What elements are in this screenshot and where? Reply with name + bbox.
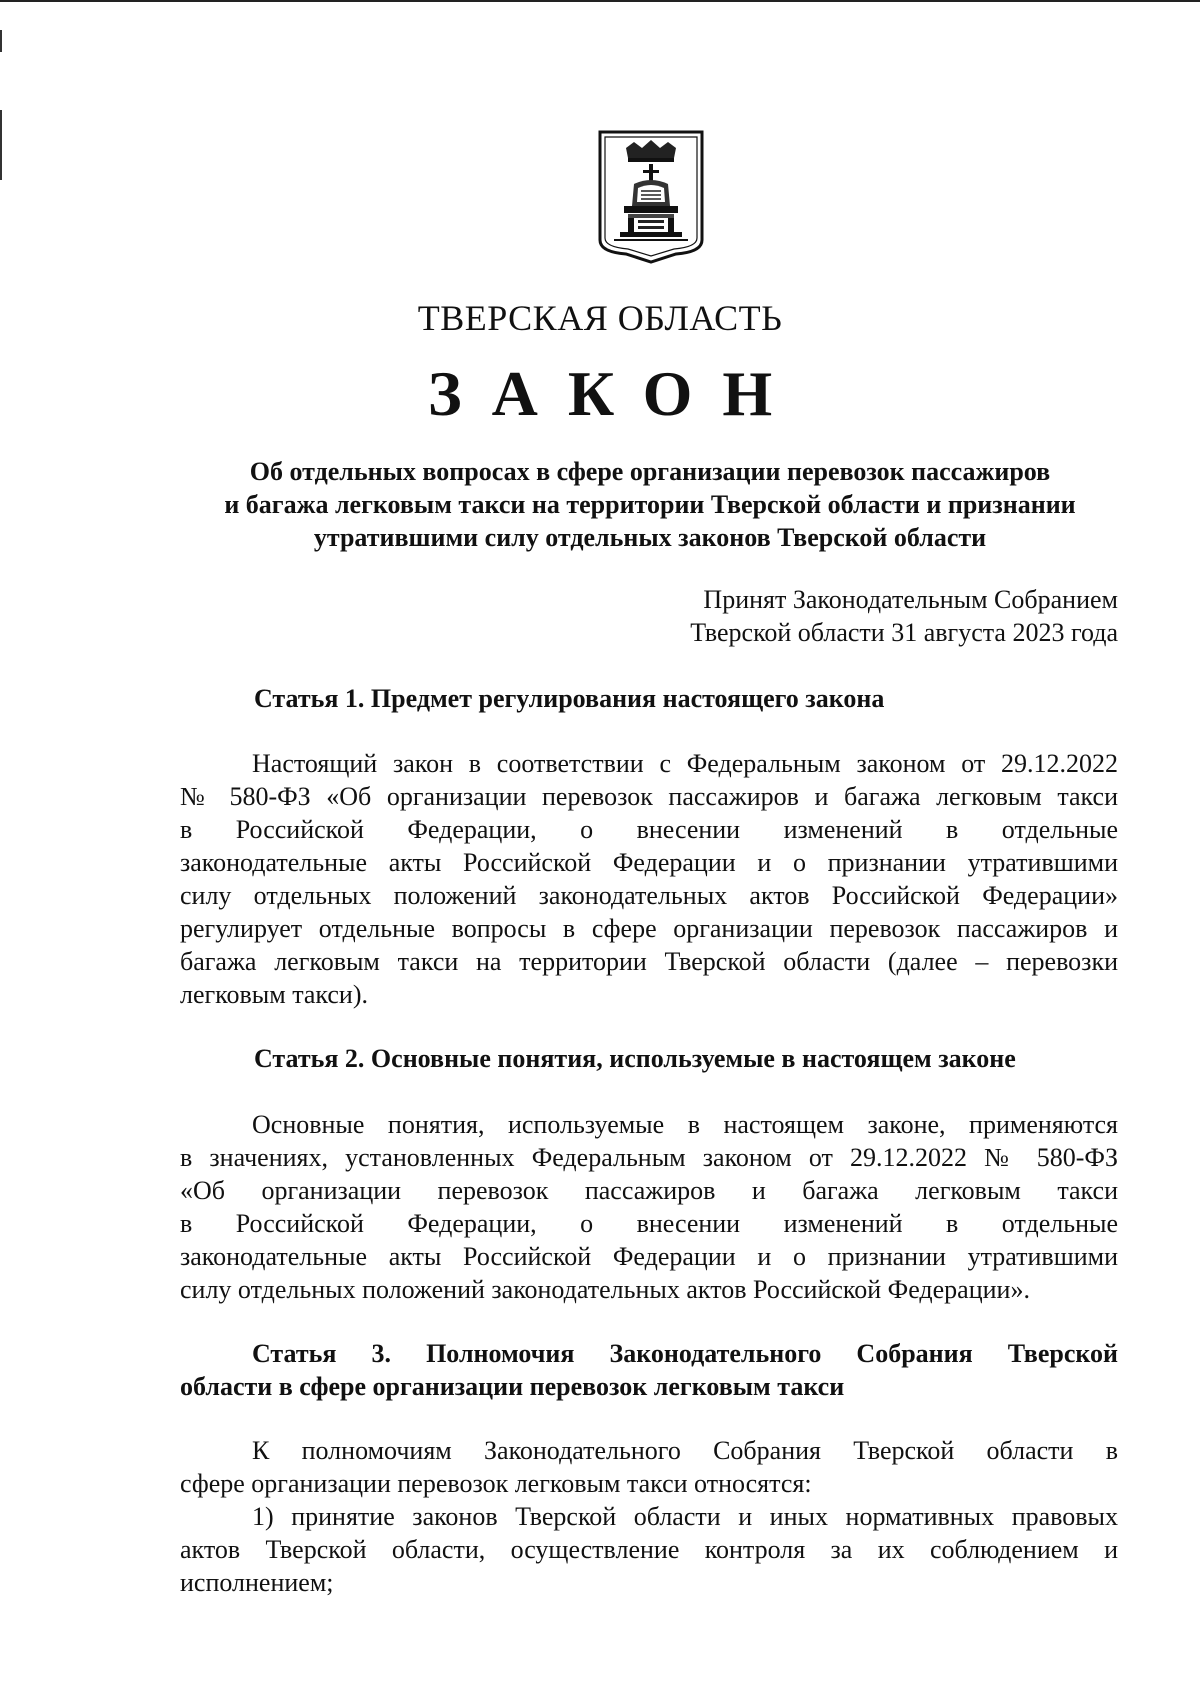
heading-line: области в сфере организации перевозок легковым такси bbox=[180, 1372, 845, 1401]
paragraph-line: законодательные акты Российской Федерации и о признании утратившими bbox=[180, 848, 1118, 877]
scan-top-border bbox=[0, 0, 1200, 2]
title-line: утратившими силу отдельных законов Тверской области bbox=[313, 523, 987, 552]
document-type-heading: ЗАКОН bbox=[427, 358, 803, 429]
adoption-line: Принят Законодательным Собранием bbox=[703, 585, 1118, 614]
paragraph-line: К полномочиям Законодательного Собрания Тверской области в bbox=[252, 1436, 1118, 1465]
article-3-text bbox=[180, 1434, 1118, 1599]
coat-of-arms-icon bbox=[596, 128, 706, 266]
heading-line: Статья 3. Полномочия Законодательного Собрания Тверской bbox=[252, 1339, 1118, 1368]
scan-edge-mark bbox=[0, 30, 2, 52]
paragraph-line: в значениях, установленных Федеральным законом от 29.12.2022 № 580-ФЗ bbox=[180, 1143, 1118, 1172]
paragraph-line: легковым такси). bbox=[180, 980, 369, 1009]
paragraph-line: силу отдельных положений законодательных актов Российской Федерации» bbox=[180, 881, 1118, 910]
paragraph-line: Настоящий закон в соответствии с Федеральным законом от 29.12.2022 bbox=[252, 749, 1118, 778]
paragraph-line: законодательные акты Российской Федерации и о признании утратившими bbox=[180, 1242, 1118, 1271]
paragraph-line: багажа легковым такси на территории Тверской области (далее – перевозки bbox=[180, 947, 1118, 976]
article-2-heading: Статья 2. Основные понятия, используемые в настоящем законе bbox=[254, 1044, 1016, 1073]
adoption-note bbox=[690, 583, 1118, 649]
article-2-text bbox=[180, 1108, 1118, 1306]
paragraph-line: силу отдельных положений законодательных актов Российской Федерации». bbox=[180, 1275, 1030, 1304]
paragraph-line: «Об организации перевозок пассажиров и багажа легковым такси bbox=[180, 1176, 1118, 1205]
article-3-heading bbox=[180, 1337, 1118, 1403]
paragraph-line: регулирует отдельные вопросы в сфере организации перевозок пассажиров и bbox=[180, 914, 1118, 943]
document-title bbox=[180, 455, 1120, 554]
list-item-line: 1) принятие законов Тверской области и иных нормативных правовых bbox=[252, 1502, 1118, 1531]
title-line: и багажа легковым такси на территории Тверской области и признании bbox=[224, 490, 1076, 519]
title-line: Об отдельных вопросах в сфере организации перевозок пассажиров bbox=[249, 457, 1051, 486]
article-1-text bbox=[180, 747, 1118, 1011]
paragraph-line: № 580-ФЗ «Об организации перевозок пассажиров и багажа легковым такси bbox=[180, 782, 1118, 811]
paragraph-line: в Российской Федерации, о внесении изменений в отдельные bbox=[180, 815, 1118, 844]
paragraph-line: Основные понятия, используемые в настоящем законе, применяются bbox=[252, 1110, 1118, 1139]
tver-coat-of-arms-emblem bbox=[596, 128, 706, 266]
adoption-line: Тверской области 31 августа 2023 года bbox=[690, 618, 1118, 647]
list-item-line: актов Тверской области, осуществление контроля за их соблюдением и bbox=[180, 1535, 1118, 1564]
paragraph-line: сфере организации перевозок легковым такси относятся: bbox=[180, 1469, 812, 1498]
paragraph-line: в Российской Федерации, о внесении изменений в отдельные bbox=[180, 1209, 1118, 1238]
article-1-heading: Статья 1. Предмет регулирования настоящего закона bbox=[254, 684, 885, 713]
region-name: ТВЕРСКАЯ ОБЛАСТЬ bbox=[417, 298, 783, 338]
list-item-line: исполнением; bbox=[180, 1568, 334, 1597]
scan-edge-mark bbox=[0, 110, 2, 180]
